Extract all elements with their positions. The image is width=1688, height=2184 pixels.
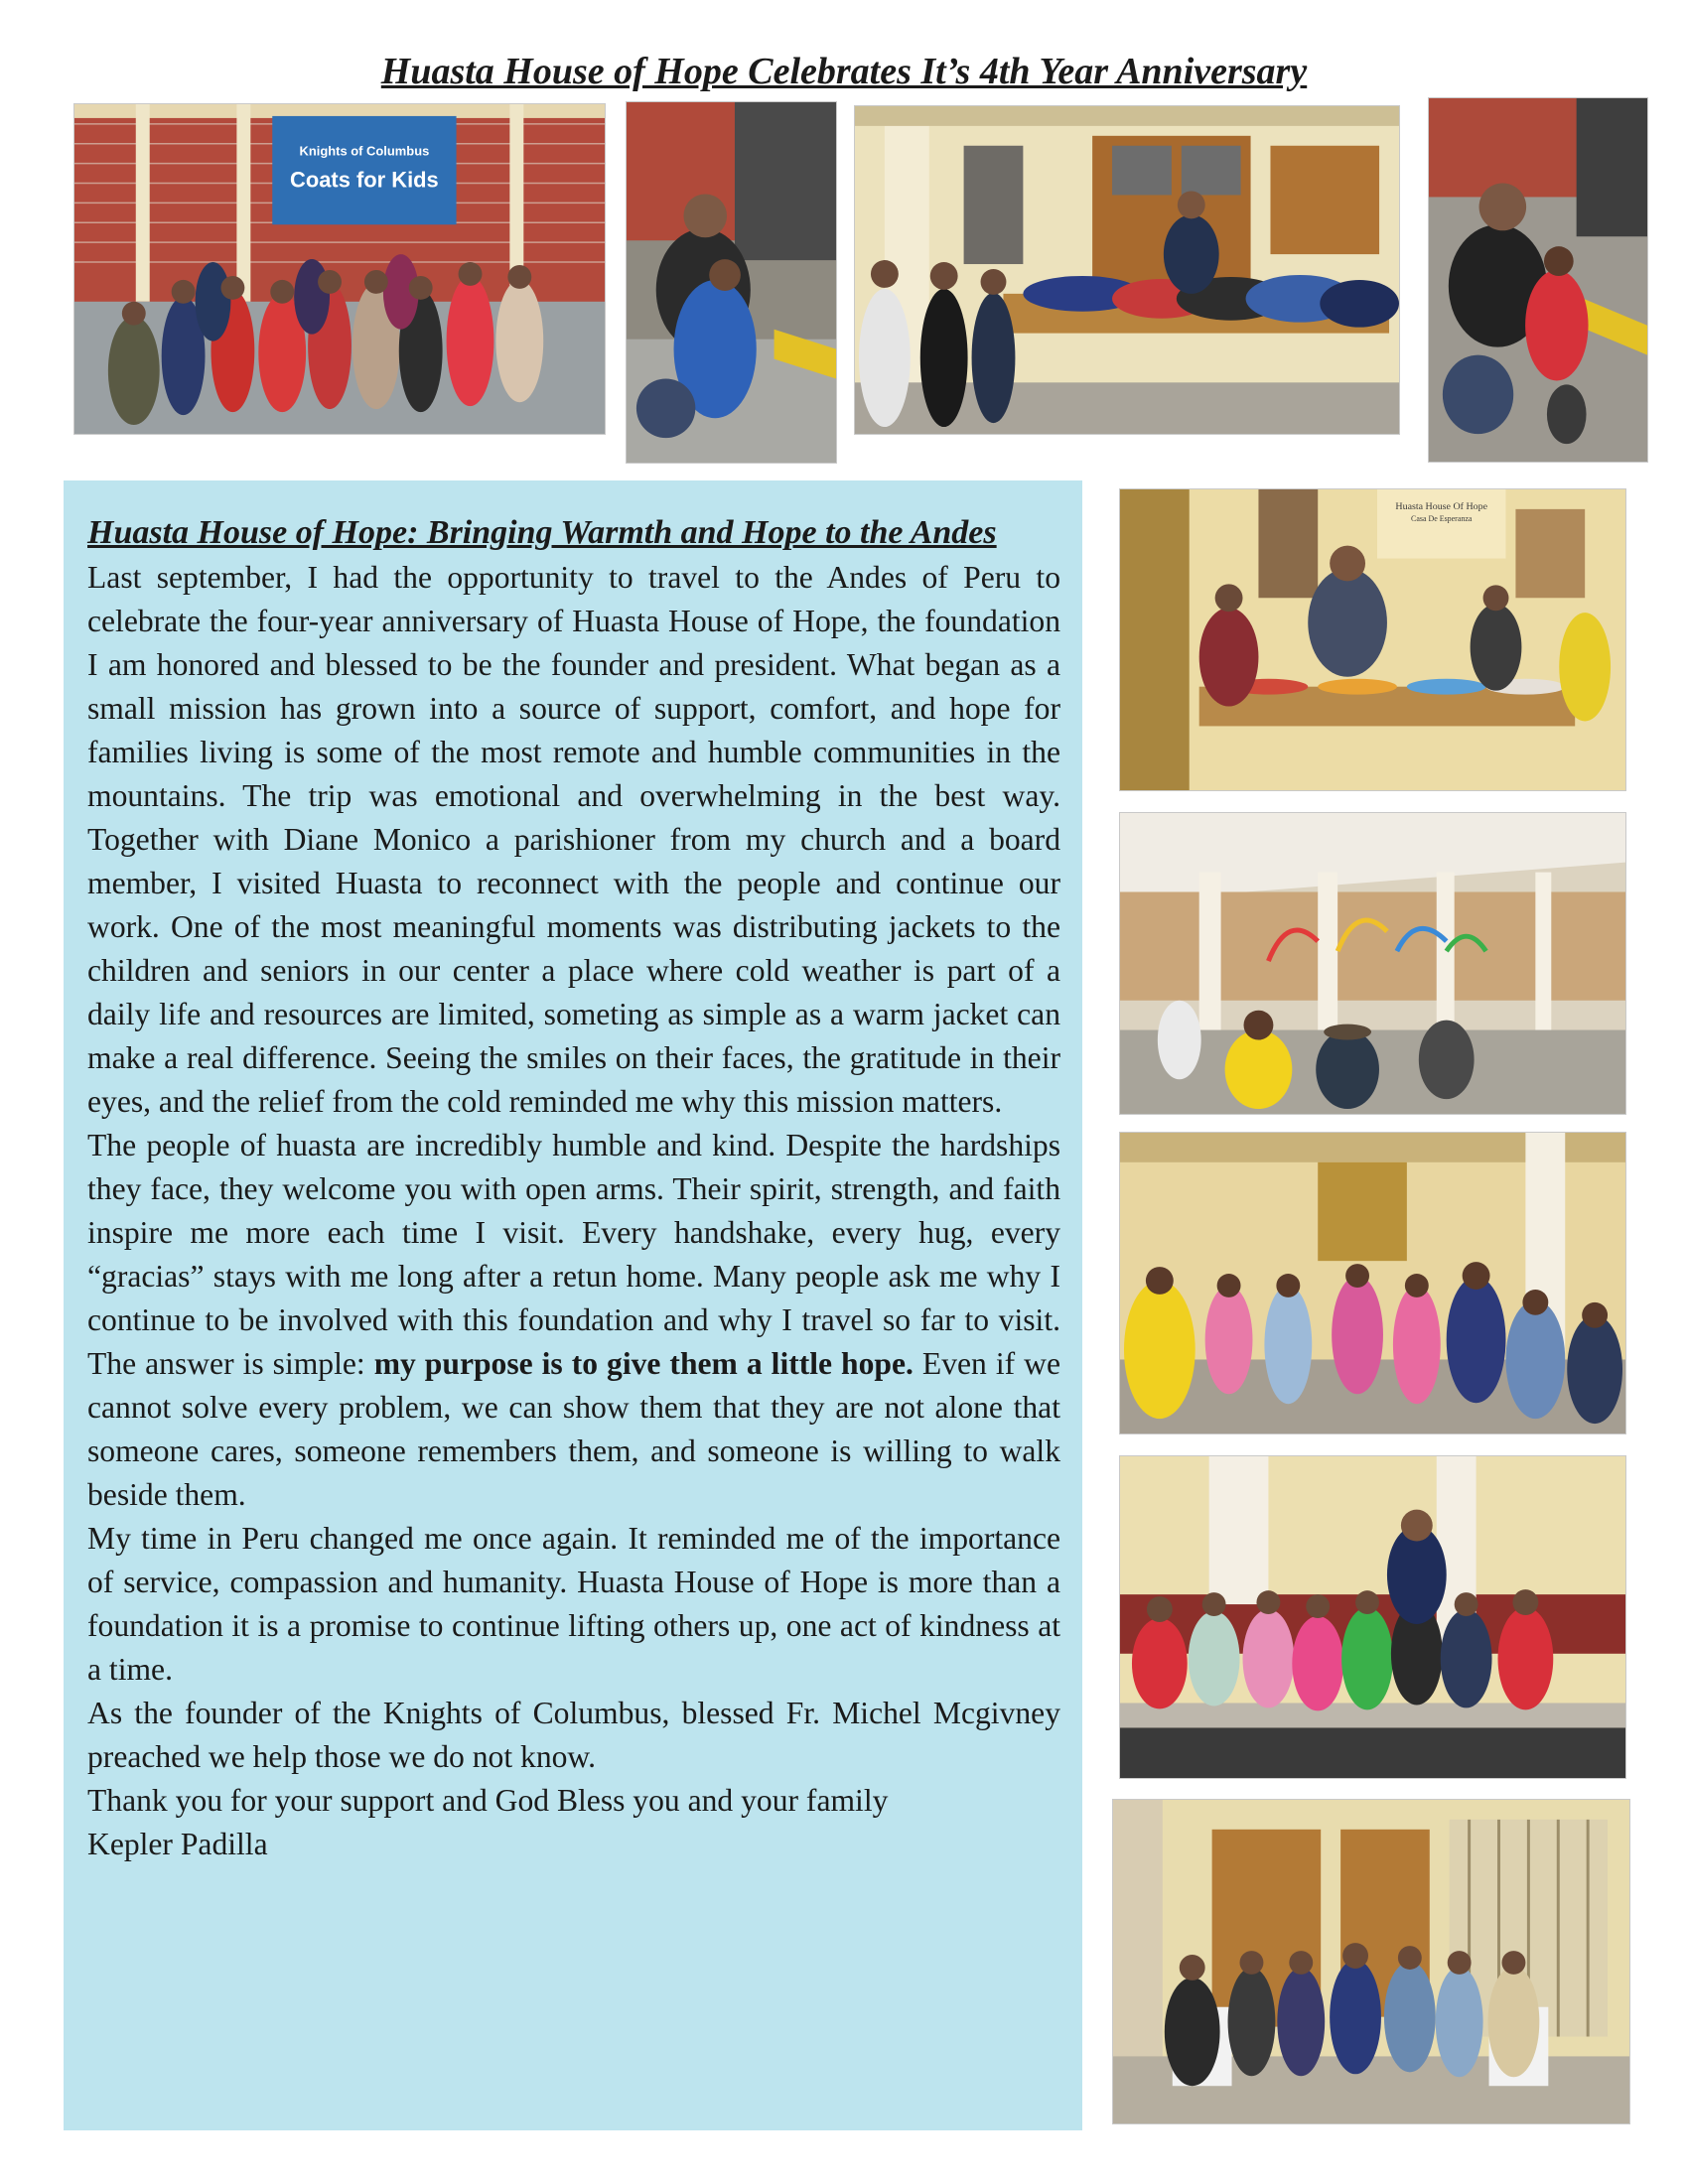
article-body (87, 510, 1060, 1866)
article-signature: Kepler Padilla (87, 1827, 268, 1861)
photo-children-chairs-doorway (1112, 1799, 1630, 2124)
article-panel (64, 480, 1082, 2130)
photo-courtyard-balloons (1119, 812, 1626, 1115)
article-paragraph-2-end: Even if we cannot solve every problem, we can show them that they are not alone that someone cares, someone remembers them, and someone is willing to walk beside them. (87, 1346, 1060, 1512)
article-paragraph-2-start: The people of huasta are incredibly humble and kind. Despite the hardships they face, they welcome you with open arms. Their spirit, strength, and faith inspire me more each time I visit. Every handshake, every hug, every “gracias” stays with me long after a retun home. Many people ask me why I continue to be involved with this foundation and why I travel so far to visit. The answer is simple: (87, 1128, 1060, 1381)
article-paragraph-3: My time in Peru changed me once again. It reminded me of the importance of service, compassion and humanity. Huasta House of Hope is more than a foundation it is a promise to continue lifting others up, one act of kindness at a time. (87, 1521, 1060, 1687)
article-paragraph-2 (87, 1124, 1060, 1517)
photo-jackets-table (854, 105, 1400, 435)
photo-children-group-indoors (1119, 1132, 1626, 1434)
article-title: Huasta House of Hope: Bringing Warmth and Hope to the Andes (87, 514, 997, 551)
photo-children-coats-for-kids (73, 103, 606, 435)
article-closing: Thank you for your support and God Bless you and your family (87, 1783, 889, 1818)
photo-man-kneeling-with-girl (1428, 97, 1648, 463)
photo-celebration-table (1119, 488, 1626, 791)
page-title: Huasta House of Hope Celebrates It’s 4th Year Anniversary (380, 51, 1308, 92)
wall-sign-text: Huasta House Of Hope (1395, 500, 1488, 512)
article-emphasis: my purpose is to give them a little hope. (373, 1346, 914, 1381)
wall-sign-subtext: Casa De Esperanza (1411, 513, 1473, 523)
photo-man-with-child-jacket (626, 101, 837, 464)
article-paragraph-1: Last september, I had the opportunity to travel to the Andes of Peru to celebrate the four-year anniversary of Huasta House of Hope, the foundation I am honored and blessed to be the founder and president. What began as a small mission has grown into a source of support, comfort, and hope for families living is some of the most remote and humble communities in the mountains. The trip was emotional and overwhelming in the best way. Together with Diane Monico a parishioner from my church and a board member, I visited Huasta to reconnect with the people and continue our work. One of the most meaningful moments was distributing jackets to the children and seniors in our center a place where cold weather is part of a daily life and resources are limited, someting as simple as a warm jacket can make a real difference. Seeing the smiles on their faces, the gratitude in their eyes, and the relief from the cold reminded me why this mission matters. (87, 560, 1060, 1119)
photo-children-seated-bench (1119, 1455, 1626, 1779)
banner-coats-text: Coats for Kids (290, 167, 439, 193)
banner-kofc-text: Knights of Columbus (299, 143, 430, 159)
article-paragraph-4: As the founder of the Knights of Columbus, blessed Fr. Michel Mcgivney preached we help those we do not know. (87, 1696, 1060, 1774)
